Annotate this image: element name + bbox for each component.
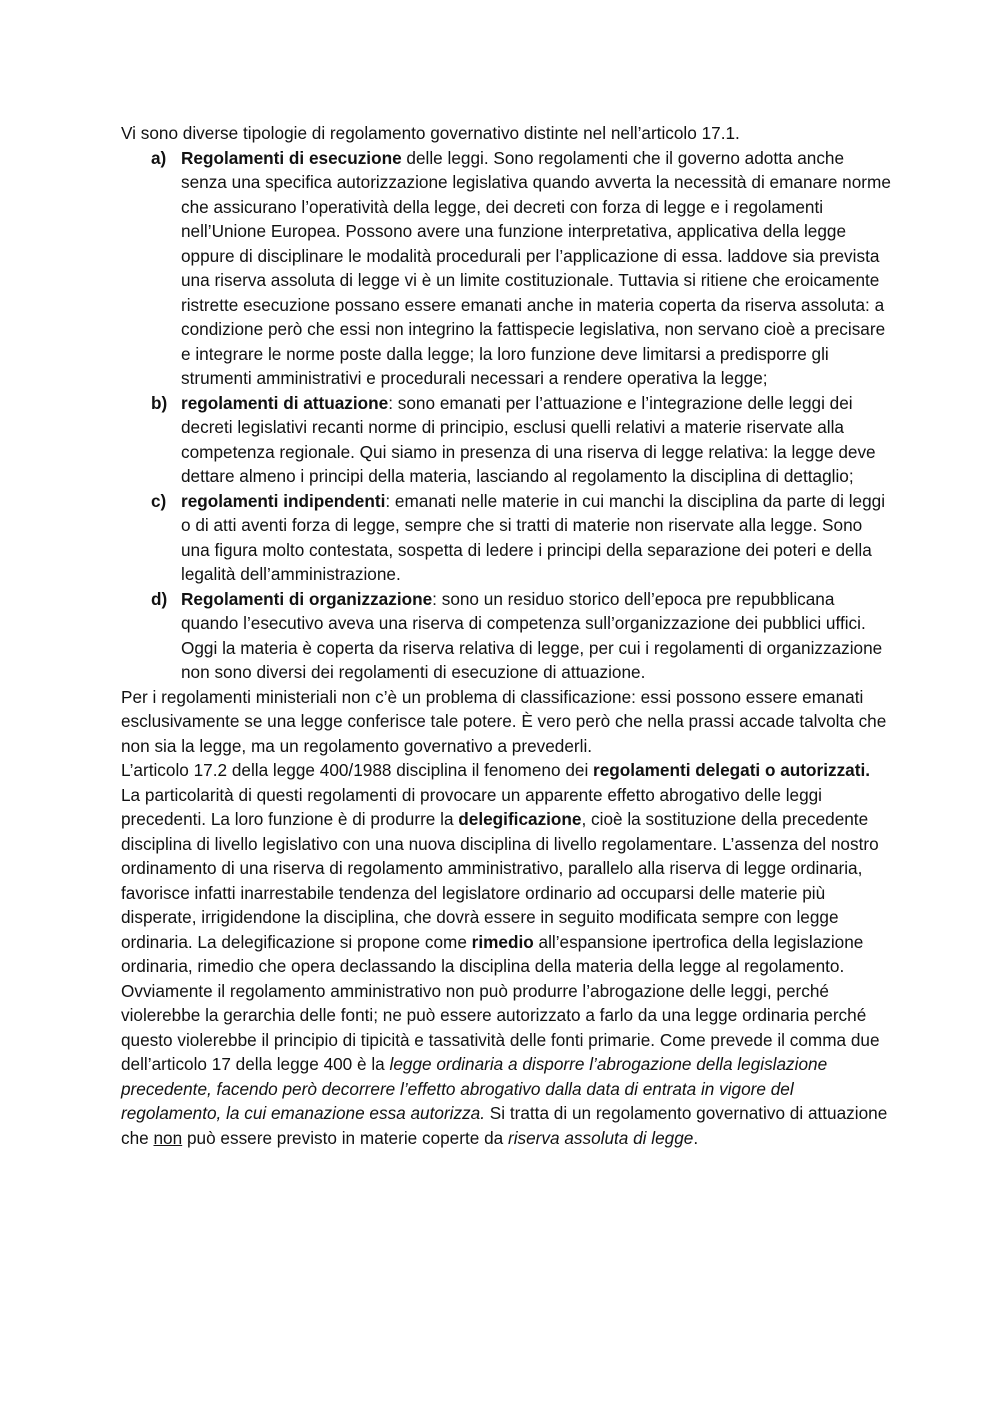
list-item-body: delle leggi. Sono regolamenti che il governo adotta anche senza una specifica autorizzazione legislativa quando avverta la necessità di emanare norme che assicurano l’operatività della legge, dei decreti con forza di legge e i regolamenti nell’Unione Europea. Possono avere una funzione interpretativa, applicativa della legge oppure di disciplinare le modalità procedurali per l’applicazione di essa. laddove sia prevista una riserva assoluta di legge vi è un limite costituzionale. Tuttavia si ritiene che eroicamente ristrette esecuzione possano essere emanati anche in materia coperta da riserva assoluta: a condizione però che essi non integrino la fattispecie legislativa, non servano cioè a precisare e integrare le norme poste dalla legge; la loro funzione deve limitarsi a predisporre gli strumenti amministrativi e procedurali necessari a rendere operativa la legge; xyxy=(181,147,891,388)
list-item-title: regolamenti di attuazione xyxy=(181,392,389,413)
list-item-text xyxy=(181,391,891,489)
list-item-body: : emanati nelle materie in cui manchi la disciplina da parte di leggi o di atti aventi forza di legge, sempre che si tratti di materie non riservate alla legge. Sono una figura molto contestata, sospetta di ledere i principi della separazione dei poteri e della legalità dell’amministrazione. xyxy=(181,490,886,584)
list-item xyxy=(151,146,891,391)
list-item xyxy=(151,587,891,685)
regulation-types-list xyxy=(121,146,891,685)
list-item-text xyxy=(181,587,891,685)
list-marker: b) xyxy=(151,392,168,413)
text-run: . xyxy=(693,1127,699,1148)
list-marker: c) xyxy=(151,490,167,511)
list-item-title: Regolamenti di esecuzione xyxy=(181,147,402,168)
bold-term: rimedio xyxy=(471,931,534,952)
intro-paragraph: Vi sono diverse tipologie di regolamento governativo distinte nel nell’articolo 17.1. xyxy=(121,123,740,143)
list-item-body: : sono emanati per l’attuazione e l’integrazione delle leggi dei decreti legislativi recanti norme di principio, esclusi quelli relativi a materie riservate alla competenza regionale. Qui siamo in presenza di una riserva di legge relativa: la legge deve dettare almeno i principi della materia, lasciando al regolamento la disciplina di dettaglio; xyxy=(181,392,876,486)
list-item-body: : sono un residuo storico dell’epoca pre repubblicana quando l’esecutivo aveva una riserva di competenza sull’organizzazione dei pubblici uffici. Oggi la materia è coperta da riserva relativa di legge, per cui i regolamenti di organizzazione non sono diversi dei regolamenti di esecuzione di attuazione. xyxy=(181,588,883,682)
document-body xyxy=(121,121,891,1150)
text-run: può essere previsto in materie coperte da xyxy=(182,1127,508,1148)
list-item-text xyxy=(181,489,891,587)
bold-term: delegificazione xyxy=(458,809,582,829)
italic-term: riserva assoluta di legge xyxy=(507,1127,694,1148)
underlined-word: non xyxy=(153,1127,183,1148)
list-marker: d) xyxy=(151,588,168,609)
list-item-title: regolamenti indipendenti xyxy=(181,490,386,511)
ministerial-regulations-paragraph: Per i regolamenti ministeriali non c’è un problema di classificazione: essi possono essere emanati esclusivamente se una legge conferisce tale potere. È vero però che nella prassi accade talvolta che non sia la legge, ma un regolamento governativo a prevederli. xyxy=(121,686,887,756)
text-run: Si tratta di un regolamento governativo di attuazione che xyxy=(121,1103,888,1148)
text-run: La particolarità di questi regolamenti di provocare un apparente effetto abrogativo delle leggi precedenti. La loro funzione è di produrre la xyxy=(121,784,823,829)
italic-quote: legge ordinaria a disporre l’abrogazione della legislazione precedente, facendo però decorrere l’effetto abrogativo dalla data di entrata in vigore del regolamento, la cui emanazione essa autorizza. xyxy=(121,1054,828,1123)
text-run: , cioè la sostituzione della precedente disciplina di livello legislativo con una nuova disciplina di livello regolamentare. L’assenza del nostro ordinamento di una riserva di regolamento amministrativo, parallelo alla riserva di legge ordinaria, favorisce infatti inarrestabile tendenza del legislatore ordinario ad occuparsi delle materie più disperate, irrigidendone la disciplina, che dovrà essere in seguito modificata sempre con legge ordinaria. La delegificazione si propone come xyxy=(121,809,879,952)
list-marker: a) xyxy=(151,147,167,168)
text-run: L’articolo 17.2 della legge 400/1988 disciplina il fenomeno dei xyxy=(121,760,594,780)
list-item xyxy=(151,391,891,489)
bold-term: regolamenti delegati o autorizzati. xyxy=(593,760,871,780)
list-item-text xyxy=(181,146,891,391)
list-item xyxy=(151,489,891,587)
delegated-regulations-paragraph xyxy=(121,758,891,1150)
text-run: all’espansione ipertrofica della legislazione ordinaria, rimedio che opera declassando la disciplina della materia della legge al regolamento. Ovviamente il regolamento amministrativo non può produrre l’abrogazione delle leggi, perché violerebbe la gerarchia delle fonti; ne può essere autorizzato a farlo da una legge ordinaria perché questo violerebbe il principio di tipicità e tassatività delle fonti primarie. Come prevede il comma due dell’articolo 17 della legge 400 è la xyxy=(121,931,880,1074)
list-item-title: Regolamenti di organizzazione xyxy=(181,588,433,609)
